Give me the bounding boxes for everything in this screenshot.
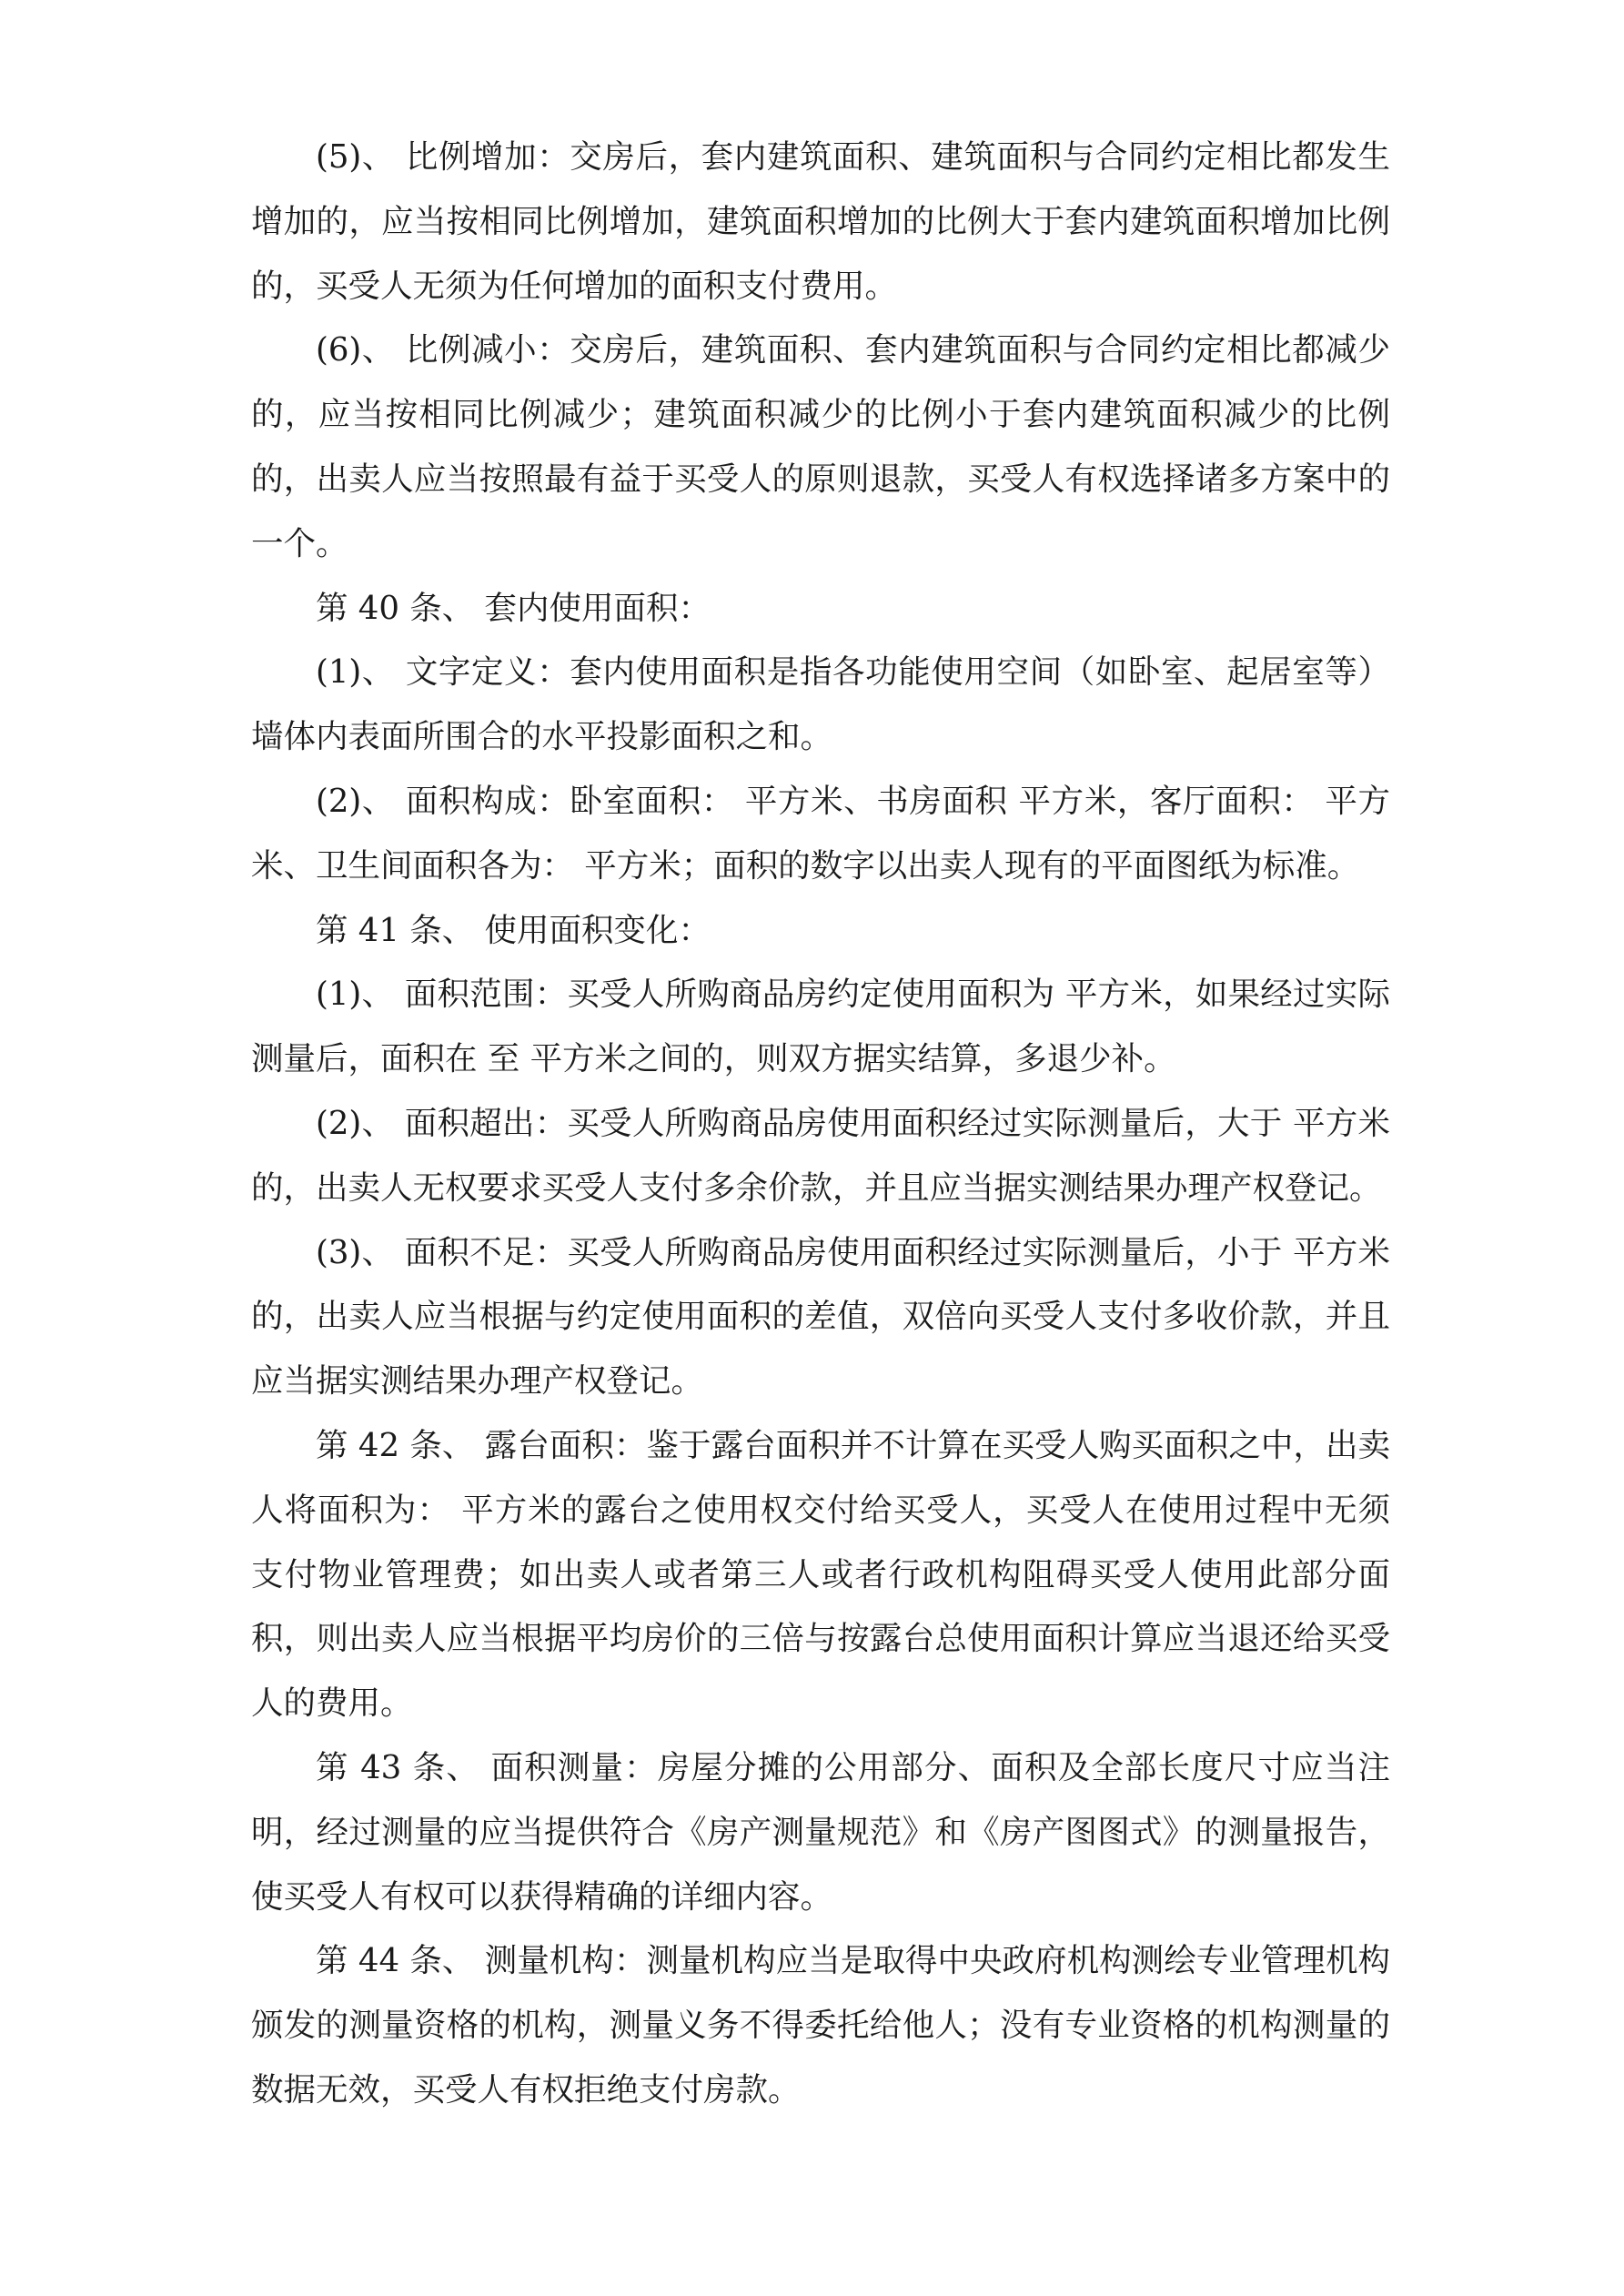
article-40-clause-1: (1)、 文字定义：套内使用面积是指各功能使用空间（如卧室、起居室等）墙体内表面所围合的水平投影面积之和。 bbox=[251, 653, 1390, 756]
article-42: 第 42 条、 露台面积：鉴于露台面积并不计算在买受人购买面积之中，出卖人将面积为： 平方米的露台之使用权交付给买受人，买受人在使用过程中无须支付物业管理费；如出卖人或者第三人或者行政机构阻碍买受人使用此部分面积，则出卖人应当根据平均房价的三倍与按露台总使用面积计算应当退还给买受人的费用。 bbox=[251, 1426, 1390, 1723]
article-44: 第 44 条、 测量机构：测量机构应当是取得中央政府机构测绘专业管理机构颁发的测量资格的机构，测量义务不得委托给他人；没有专业资格的机构测量的数据无效，买受人有权拒绝支付房款。 bbox=[251, 1942, 1390, 2109]
article-40-clause-2: (2)、 面积构成：卧室面积： 平方米、书房面积 平方米，客厅面积： 平方米、卫生间面积各为： 平方米；面积的数字以出卖人现有的平面图纸为标准。 bbox=[251, 782, 1390, 885]
article-41-clause-1: (1)、 面积范围：买受人所购商品房约定使用面积为 平方米，如果经过实际测量后，面积在 至 平方米之间的，则双方据实结算，多退少补。 bbox=[251, 976, 1390, 1078]
document-page bbox=[251, 126, 1390, 2123]
article-41-clause-3: (3)、 面积不足：买受人所购商品房使用面积经过实际测量后，小于 平方米的，出卖人应当根据与约定使用面积的差值，双倍向买受人支付多收价款，并且应当据实测结果办理产权登记。 bbox=[251, 1233, 1390, 1401]
article-41-heading: 第 41 条、 使用面积变化： bbox=[316, 911, 711, 949]
clause-5-proportional-increase: (5)、 比例增加：交房后，套内建筑面积、建筑面积与合同约定相比都发生增加的，应当按相同比例增加，建筑面积增加的比例大于套内建筑面积增加比例的，买受人无须为任何增加的面积支付费用。 bbox=[251, 138, 1390, 305]
article-40-heading: 第 40 条、 套内使用面积： bbox=[316, 589, 711, 627]
article-43: 第 43 条、 面积测量：房屋分摊的公用部分、面积及全部长度尺寸应当注明，经过测量的应当提供符合《房产测量规范》和《房产图图式》的测量报告，使买受人有权可以获得精确的详细内容。 bbox=[251, 1748, 1390, 1916]
clause-6-proportional-decrease: (6)、 比例减小：交房后，建筑面积、套内建筑面积与合同约定相比都减少的，应当按相同比例减少；建筑面积减少的比例小于套内建筑面积减少的比例的，出卖人应当按照最有益于买受人的原则退款，买受人有权选择诸多方案中的一个。 bbox=[251, 331, 1390, 562]
article-41-clause-2: (2)、 面积超出：买受人所购商品房使用面积经过实际测量后，大于 平方米的，出卖人无权要求买受人支付多余价款，并且应当据实测结果办理产权登记。 bbox=[251, 1104, 1390, 1207]
